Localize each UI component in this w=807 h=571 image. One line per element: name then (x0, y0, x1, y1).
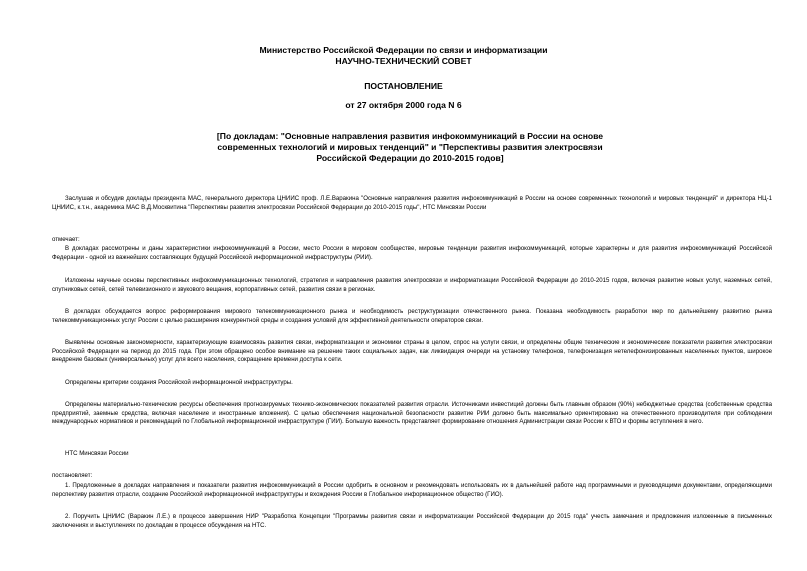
intro-paragraph: Заслушав и обсудив доклады президента МАС, генерального директора ЦНИИС проф. Л.Е.Варакина "Основные направления развития инфокоммуникаций в России на основе современных технологий и мировых тенденций" и директора НЦ-1 ЦНИИС, к.т.н., академика МАС В.Д.Москвитина "Перспективы развития электросвязи Российской Федерации до 2010-2015 годы", НТС Минсвязи России (52, 195, 772, 211)
paragraph-reports-overview: В докладах рассмотрены и даны характеристики инфокоммуникаций в России, место России в мировом сообществе, мировые тенденции развития инфокоммуникаций, которые характерны и для развития инфокоммуникаций Российской Федерации - одной из важнейших составляющих будущей Российской информационной инфраструктуры (РИИ). (52, 245, 772, 261)
resolves-label: постановляет: (52, 472, 93, 479)
paragraph-criteria: Определены критерии создания Российской информационной инфраструктуры. (65, 379, 293, 386)
paragraph-market-reform: В докладах обсуждается вопрос реформирования мирового телекоммуникационного рынка и необходимость реструктуризации отечественного рынка. Показана необходимость разработки мер по дальнейшему развитию рынка телекоммуникационных услуг России с целью расширения конкурентной среды и создания условий для эффективной деятельности операторов связи. (52, 308, 772, 324)
document-type-title: ПОСТАНОВЛЕНИЕ (364, 81, 443, 91)
paragraph-resources: Определены материально-технические ресурсы обеспечения прогнозируемых технико-экономических показателей развития отрасли. Источниками инвестиций должны быть главным образом (90%) небюджетные средства (собственные средства предприятий, заемные средства, включая население и иностранные вложения). С целью обеспечения национальной безопасности развитие РИИ должно быть максимально ориентировано на отечественного производителя при соблюдении международных нормативов и рекомендаций по Глобальной информационной инфраструктуре (ГИИ). Большую важность представляет формирование отношения Администрации связи России к ВТО и формы вступления в него. (52, 401, 772, 426)
resolution-item-1: 1. Предложенные в докладах направления и показатели развития инфокоммуникаций в России одобрить в основном и рекомендовать использовать их в дальнейшей работе над программными и руководящими документами, определяющими перспективу развития отрасли, создание Российской информационной инфраструктуры и вхождения России в Глобальное информационное общество (ГИО). (52, 482, 772, 498)
council-reference: НТС Минсвязи России (65, 450, 129, 457)
notes-label: отмечает: (52, 236, 80, 243)
paragraph-regularities: Выявлены основные закономерности, характеризующие взаимосвязь развития связи, информатизации и экономики страны в целом, спрос на услуги связи, и определены общие технические и экономические показатели развития электросвязи Российской Федерации на период до 2015 года. При этом обращено особое внимание на решение таких социальных задач, как ликвидация очереди на установку телефонов, телефонизация нетелефонизированных населенных пунктов, широкое внедрение базовых (универсальных) услуг для всего населения, сокращение времени доступа к сети. (52, 339, 772, 364)
resolution-item-2: 2. Поручить ЦНИИС (Варакин Л.Е.) в процессе завершения НИР "Разработка Концепции "Программы развития связи и информатизации Российской Федерации до 2015 года" учесть замечания и предложения изложенные в письменных заключениях и выступлениях по докладам в процессе обсуждения на НТС. (52, 513, 772, 529)
council-name: НАУЧНО-ТЕХНИЧЕСКИЙ СОВЕТ (335, 56, 472, 66)
document-subject: [По докладам: "Основные направления развития инфокоммуникаций в России на основе современных технологий и мировых тенденций" и "Перспективы развития электросвязи Российской Федерации до 2010-2015 годов] (216, 131, 604, 163)
paragraph-scientific-basis: Изложены научные основы перспективных инфокоммуникационных технологий, стратегия и направления развития электросвязи и информатизации Российской Федерации до 2010-2015 годов, включая развитие новых услуг, наземных сетей, спутниковых сетей, сетей телевизионного и звукового вещания, корпоративных сетей, развития связи в регионах. (52, 277, 772, 293)
ministry-name: Министерство Российской Федерации по связи и информатизации (259, 45, 548, 55)
document-date-number: от 27 октября 2000 года N 6 (345, 100, 462, 110)
